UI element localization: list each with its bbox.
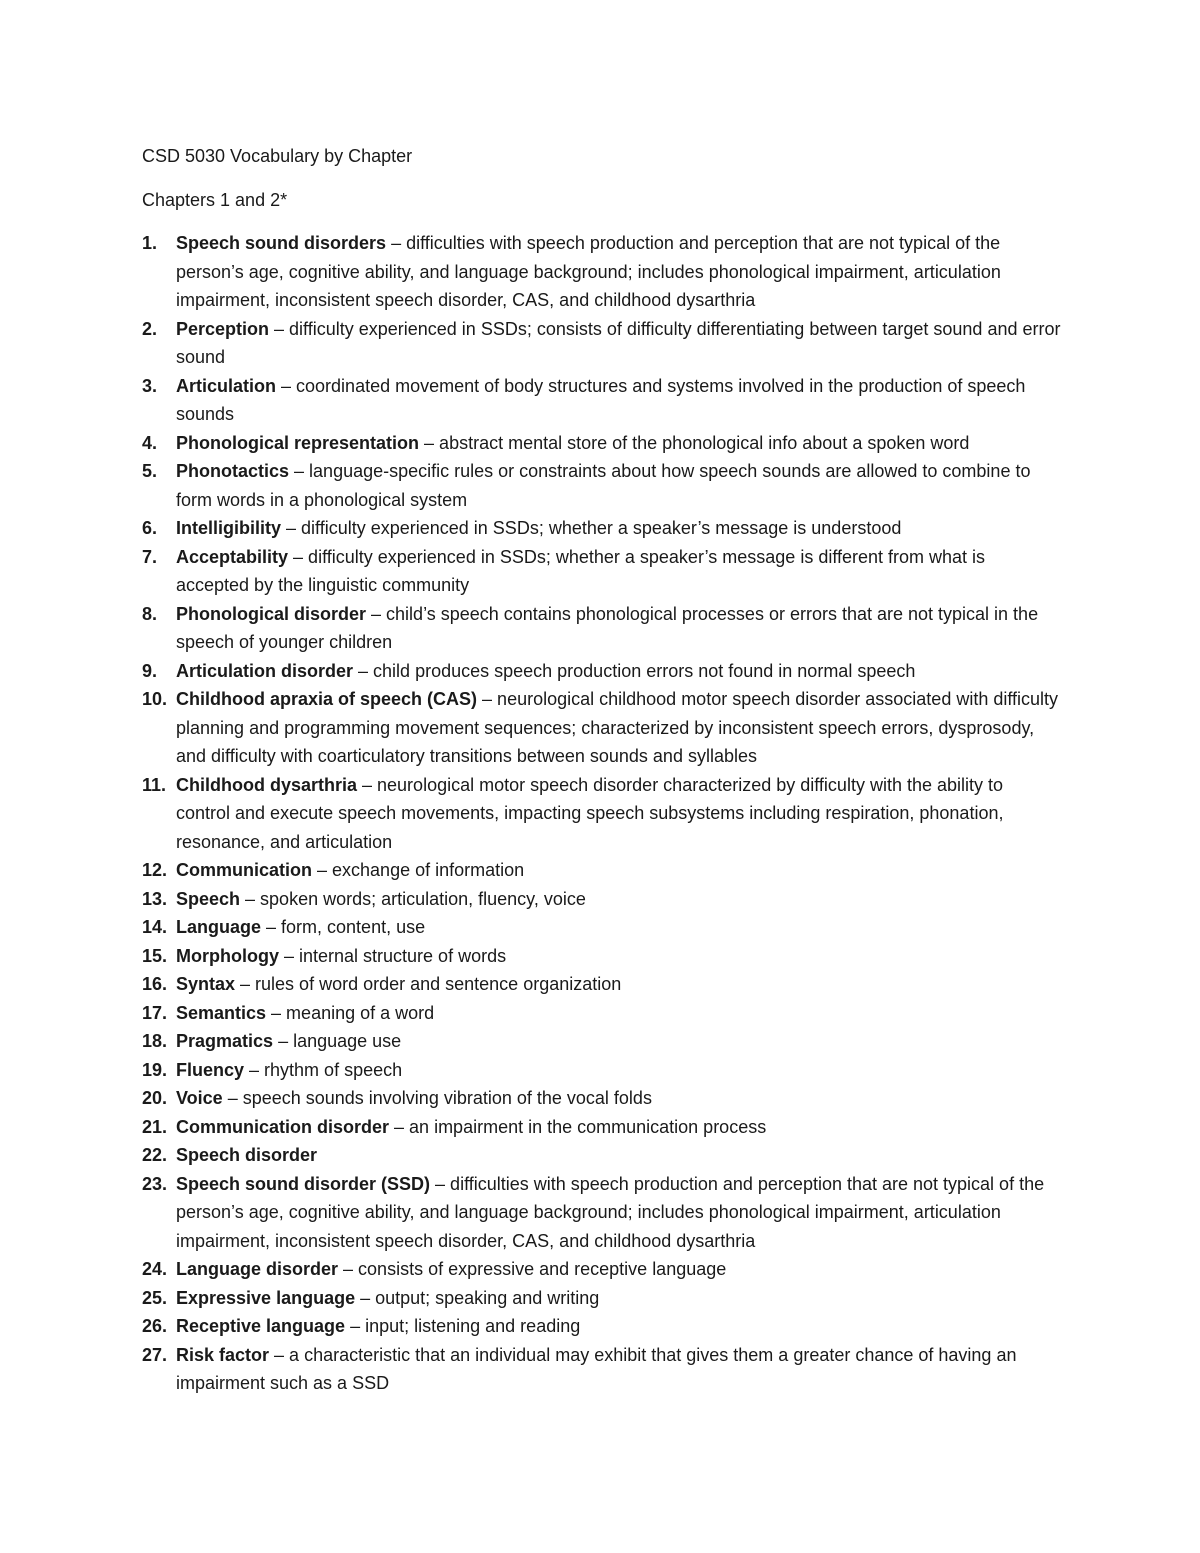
vocabulary-term: Phonological representation [176,432,420,453]
vocabulary-item [142,1084,1062,1113]
vocabulary-definition: – an impairment in the communication process [389,1116,767,1137]
vocabulary-definition: – meaning of a word [266,1002,435,1023]
vocabulary-list [142,229,1062,1398]
document-title: CSD 5030 Vocabulary by Chapter [142,146,413,166]
vocabulary-definition: – child’s speech contains phonological processes or errors that are not typical in the speech of younger children [176,603,1039,652]
vocabulary-definition: – a characteristic that an individual may exhibit that gives them a greater chance of having an impairment such as a SSD [176,1344,1017,1393]
item-number: 22. [142,1145,168,1165]
vocabulary-term: Communication [176,860,313,880]
vocabulary-item [142,429,1062,458]
vocabulary-definition: – spoken words; articulation, fluency, voice [240,888,586,909]
vocabulary-definition: – abstract mental store of the phonological info about a spoken word [419,432,970,453]
vocabulary-definition: – neurological childhood motor speech disorder associated with difficulty planning and programming movement sequences; characterized by inconsistent speech errors, dysprosody, and difficulty with coarticulatory transitions between sounds and syllables [176,689,1059,766]
vocabulary-item [142,970,1062,999]
vocabulary-item [142,457,1062,514]
vocabulary-term: Language disorder [176,1259,339,1279]
item-number: 16. [142,974,168,994]
vocabulary-definition: – coordinated movement of body structures and systems involved in the production of speech sounds [176,375,1026,424]
vocabulary-definition: – difficulties with speech production and perception that are not typical of the person’s age, cognitive ability, and language background; includes phonological impairment, articulation impairment, inconsistent speech disorder, CAS, and childhood dysarthria [176,233,1001,310]
vocabulary-item [142,1141,1062,1170]
item-number: 18. [142,1031,168,1051]
vocabulary-item [142,1056,1062,1085]
vocabulary-item [142,1284,1062,1313]
vocabulary-term: Risk factor [176,1344,270,1365]
item-number: 15. [142,945,168,966]
vocabulary-definition: – consists of expressive and receptive language [338,1259,727,1279]
item-number: 6. [142,518,158,538]
vocabulary-definition: – speech sounds involving vibration of the vocal folds [222,1088,652,1108]
item-number: 17. [142,1002,168,1023]
item-number: 19. [142,1059,168,1080]
item-number: 13. [142,888,168,909]
vocabulary-item [142,1255,1062,1284]
item-number: 8. [142,603,158,624]
vocabulary-term: Perception [176,318,270,339]
vocabulary-term: Speech sound disorders [176,233,387,253]
vocabulary-item [142,229,1062,315]
vocabulary-term: Childhood apraxia of speech (CAS) [176,689,478,709]
vocabulary-term: Pragmatics [176,1031,274,1051]
item-number: 7. [142,546,158,567]
vocabulary-term: Childhood dysarthria [176,774,358,795]
vocabulary-term: Phonological disorder [176,603,367,624]
vocabulary-term: Articulation [176,375,277,396]
vocabulary-item [142,685,1062,771]
item-number: 12. [142,860,168,880]
item-number: 3. [142,375,158,396]
vocabulary-item [142,1113,1062,1142]
vocabulary-term: Expressive language [176,1287,356,1308]
vocabulary-item [142,1341,1062,1398]
vocabulary-item [142,942,1062,971]
vocabulary-item [142,1027,1062,1056]
vocabulary-definition: – input; listening and reading [345,1316,581,1336]
vocabulary-term: Intelligibility [176,518,282,538]
vocabulary-definition: – rules of word order and sentence organization [235,974,622,994]
vocabulary-item [142,514,1062,543]
item-number: 26. [142,1316,168,1336]
vocabulary-term: Semantics [176,1002,267,1023]
chapter-heading: Chapters 1 and 2* [142,190,288,210]
vocabulary-term: Morphology [176,945,279,966]
vocabulary-item [142,885,1062,914]
vocabulary-definition: – child produces speech production errors not found in normal speech [353,660,916,681]
vocabulary-item [142,1170,1062,1256]
item-number: 1. [142,233,158,253]
vocabulary-term: Syntax [176,974,236,994]
vocabulary-item [142,657,1062,686]
vocabulary-term: Receptive language [176,1316,346,1336]
vocabulary-item [142,856,1062,885]
item-number: 10. [142,689,168,709]
vocabulary-definition: – difficulties with speech production and perception that are not typical of the person’s age, cognitive ability, and language background; includes phonological impairment, articulation impairment, inconsistent speech disorder, CAS, and childhood dysarthria [176,1173,1045,1251]
vocabulary-definition: – neurological motor speech disorder characterized by difficulty with the ability to control and execute speech movements, impacting speech subsystems including respiration, phonation, resonance, and articulation [176,774,1004,852]
vocabulary-item [142,372,1062,429]
vocabulary-definition: – difficulty experienced in SSDs; whether a speaker’s message is understood [281,518,902,538]
vocabulary-definition: – language use [273,1031,402,1051]
vocabulary-term: Language [176,917,262,937]
vocabulary-definition: – difficulty experienced in SSDs; consists of difficulty differentiating between target sound and error sound [176,318,1061,367]
vocabulary-definition: – rhythm of speech [244,1059,403,1080]
vocabulary-item [142,771,1062,857]
item-number: 9. [142,660,158,681]
vocabulary-term: Communication disorder [176,1116,390,1137]
vocabulary-item [142,600,1062,657]
vocabulary-item [142,315,1062,372]
vocabulary-item [142,913,1062,942]
vocabulary-definition: – internal structure of words [278,945,507,966]
item-number: 24. [142,1259,168,1279]
vocabulary-definition: – form, content, use [261,917,426,937]
item-number: 23. [142,1173,168,1194]
item-number: 21. [142,1116,168,1137]
vocabulary-term: Speech sound disorder (SSD) [176,1173,431,1194]
vocabulary-term: Speech disorder [176,1145,318,1165]
item-number: 14. [142,917,168,937]
vocabulary-term: Articulation disorder [176,660,354,681]
item-number: 5. [142,461,158,481]
vocabulary-definition: – language-specific rules or constraints about how speech sounds are allowed to combine to form words in a phonological system [176,461,1031,510]
item-number: 4. [142,432,158,453]
item-number: 27. [142,1344,168,1365]
item-number: 25. [142,1287,168,1308]
vocabulary-term: Acceptability [176,546,289,567]
item-number: 20. [142,1088,168,1108]
vocabulary-definition: – exchange of information [312,860,525,880]
vocabulary-term: Speech [176,888,241,909]
vocabulary-definition: – difficulty experienced in SSDs; whether a speaker’s message is different from what is accepted by the linguistic community [176,546,986,595]
vocabulary-item [142,543,1062,600]
vocabulary-term: Fluency [176,1059,245,1080]
vocabulary-term: Voice [176,1088,223,1108]
vocabulary-term: Phonotactics [176,461,290,481]
vocabulary-item [142,999,1062,1028]
vocabulary-definition: – output; speaking and writing [355,1287,600,1308]
item-number: 2. [142,318,158,339]
item-number: 11. [142,774,167,795]
vocabulary-item [142,1312,1062,1341]
